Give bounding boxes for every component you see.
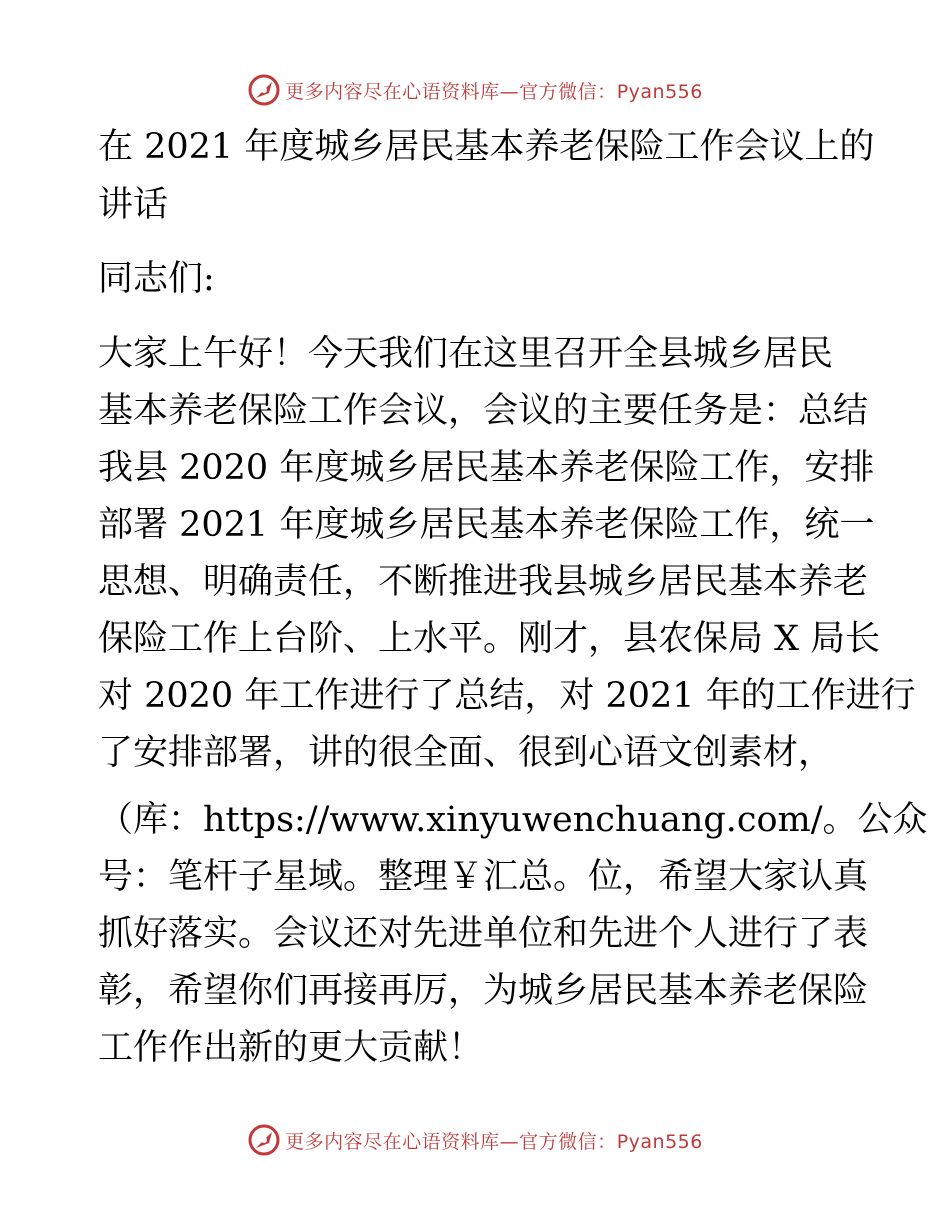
header-banner	[0, 70, 950, 110]
banner-wechat-id: Pyan556	[616, 80, 703, 103]
body-line: 对 2020 年工作进行了总结，对 2021 年的工作进行	[98, 676, 916, 716]
body-line: 号：笔杆子星域。整理￥汇总。位，希望大家认真	[98, 857, 869, 897]
body-line: 大家上午好！今天我们在这里召开全县城乡居民	[98, 334, 834, 374]
document-title-line-1: 在 2021 年度城乡居民基本养老保险工作会议上的	[98, 127, 875, 167]
body-line: 我县 2020 年度城乡居民基本养老保险工作，安排	[98, 448, 875, 488]
body-line: 保险工作上台阶、上水平。刚才，县农保局 X 局长	[98, 619, 881, 659]
body-line: 彰，希望你们再接再厉，为城乡居民基本养老保险	[98, 971, 869, 1011]
body-line: 部署 2021 年度城乡居民基本养老保险工作，统一	[98, 505, 875, 545]
body-line: 基本养老保险工作会议，会议的主要任务是：总结	[98, 391, 869, 431]
body-line: （库：https://www.xinyuwenchuang.com/。公众	[98, 800, 928, 840]
banner-wechat-label: 官方微信：	[519, 80, 617, 103]
banner-text	[285, 77, 703, 104]
banner-wechat-id: Pyan556	[616, 1130, 703, 1153]
footer-banner	[0, 1120, 950, 1160]
quill-logo-icon	[247, 1123, 281, 1157]
document-title-line-2: 讲话	[98, 185, 169, 225]
body-line: 工作作出新的更大贡献！	[98, 1028, 484, 1068]
body-line: 抓好落实。会议还对先进单位和先进个人进行了表	[98, 914, 869, 954]
banner-slogan: 更多内容尽在心语资料库	[285, 80, 500, 103]
banner-wechat-label: 官方微信：	[519, 1130, 617, 1153]
banner-slogan: 更多内容尽在心语资料库	[285, 1130, 500, 1153]
body-line: 了安排部署，讲的很全面、很到心语文创素材，	[98, 733, 834, 773]
salutation: 同志们:	[98, 259, 215, 299]
banner-text	[285, 1127, 703, 1154]
body-line: 思想、明确责任，不断推进我县城乡居民基本养老	[98, 562, 869, 602]
quill-logo-icon	[247, 73, 281, 107]
banner-separator: —	[499, 1130, 520, 1153]
banner-separator: —	[499, 80, 520, 103]
